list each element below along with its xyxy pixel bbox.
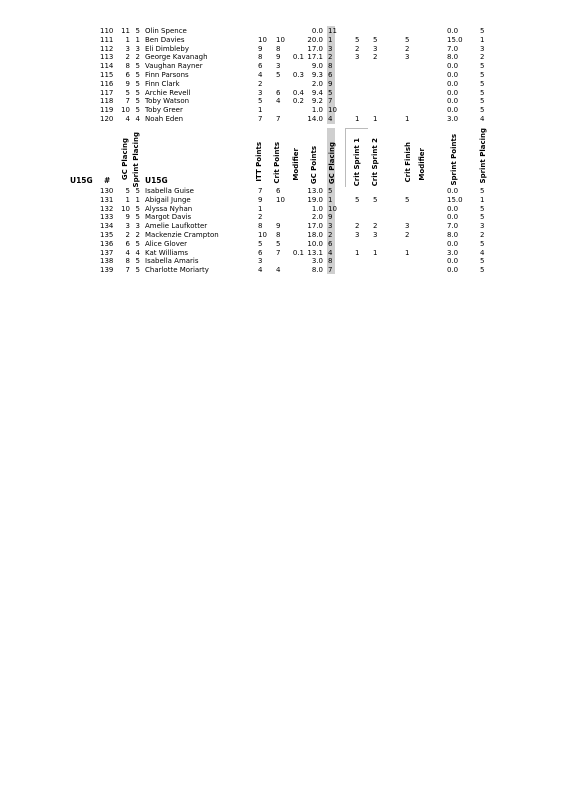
table-row: [0, 231, 566, 240]
sprint-points-cell: 0.0: [447, 97, 459, 106]
itt-points-cell: 2: [258, 79, 263, 88]
sprint-placing-result-cell: 5: [480, 27, 485, 35]
table-row: [0, 53, 566, 62]
gc-placing-cell: 5: [125, 88, 130, 97]
rider-name-cell: Alice Glover: [145, 239, 188, 248]
gc-placing-result-cell: 10: [328, 204, 337, 213]
itt-points-cell: 6: [258, 248, 263, 257]
gc-placing-cell: 1: [125, 35, 130, 44]
rider-number-cell: 137: [100, 248, 114, 257]
sprint-placing-result-cell: 3: [480, 222, 485, 231]
rider-number-cell: 111: [100, 35, 114, 44]
gc-placing-cell: 9: [125, 213, 130, 222]
rider-number-cell: 133: [100, 213, 114, 222]
itt-points-cell: 3: [258, 88, 263, 97]
sprint-placing-cell: 1: [135, 195, 140, 204]
rider-name-cell: Olin Spence: [145, 27, 187, 35]
rider-number-cell: 115: [100, 71, 114, 79]
gc-placing-result-cell: 7: [328, 97, 333, 106]
itt-points-cell: 1: [258, 204, 263, 213]
gc-points-cell: 3.0: [311, 257, 323, 266]
rider-number-cell: 119: [100, 106, 114, 115]
gc-placing-cell: 4: [125, 115, 130, 123]
modifier-cell: 0.3: [292, 71, 304, 79]
rider-name-cell: Abigail Junge: [145, 195, 191, 204]
itt-points-cell: 9: [258, 195, 263, 204]
crit-sprint-1-header: Crit Sprint 1: [353, 138, 361, 187]
table-row: [0, 89, 566, 98]
table-row: [0, 45, 566, 54]
sprint-placing-cell: 5: [135, 97, 140, 106]
gc-points-cell: 14.0: [307, 115, 323, 123]
table-row: [0, 80, 566, 89]
gc-placing-result-cell: 4: [328, 248, 333, 257]
sprint-placing-header-2: Sprint Placing: [479, 128, 487, 184]
table-row: [0, 71, 566, 80]
modifier-cell: 0.1: [292, 248, 304, 257]
table-row: [0, 213, 566, 222]
crit-points-cell: 5: [276, 71, 281, 79]
table-row: [0, 97, 566, 106]
crit-points-cell: 8: [276, 231, 281, 239]
itt-points-cell: 5: [258, 97, 263, 106]
sprint-points-cell: 3.0: [447, 248, 459, 257]
gc-points-cell: 18.0: [307, 231, 323, 239]
crit-sprint-1-cell: 1: [355, 248, 360, 257]
gc-placing-cell: 2: [125, 53, 130, 62]
crit-points-cell: 3: [276, 62, 281, 71]
rider-number-cell: 113: [100, 53, 114, 62]
rider-name-cell: Ben Davies: [145, 35, 185, 44]
sprint-points-cell: 7.0: [447, 222, 459, 231]
sprint-placing-cell: 5: [135, 213, 140, 222]
sprint-placing-cell: 5: [135, 239, 140, 248]
gc-points-cell: 20.0: [307, 35, 323, 44]
crit-sprint-1-cell: 2: [355, 222, 360, 231]
sprint-points-cell: 0.0: [447, 266, 459, 275]
sprint-points-cell: 3.0: [447, 115, 459, 123]
sprint-placing-result-cell: 5: [480, 106, 485, 115]
itt-points-cell: 8: [258, 53, 263, 62]
gc-placing-result-cell: 7: [328, 266, 333, 275]
crit-points-cell: 6: [276, 88, 281, 97]
gc-placing-result-cell: 6: [328, 71, 333, 79]
modifier-header-2: Modifier: [418, 148, 426, 181]
sprint-placing-result-cell: 2: [480, 231, 485, 239]
crit-sprint-2-cell: 1: [373, 115, 378, 123]
rider-name-cell: Alyssa Nyhan: [145, 204, 193, 213]
rider-number-cell: 136: [100, 239, 114, 248]
itt-points-cell: 2: [258, 213, 263, 222]
crit-finish-cell: 5: [405, 195, 410, 204]
sprint-placing-cell: 2: [135, 231, 140, 239]
crit-sprint-1-cell: 5: [355, 35, 360, 44]
sprint-points-cell: 8.0: [447, 231, 459, 239]
itt-points-cell: 3: [258, 257, 263, 266]
gc-points-cell: 8.0: [311, 266, 323, 275]
sprint-points-cell: 15.0: [447, 35, 463, 44]
rider-name-cell: Vaughan Rayner: [145, 62, 203, 71]
gc-placing-result-cell: 1: [328, 35, 333, 44]
gc-placing-header: GC Placing: [121, 138, 129, 181]
sprint-points-cell: 0.0: [447, 187, 459, 195]
gc-placing-result-cell: 10: [328, 106, 337, 115]
sprint-placing-cell: 4: [135, 115, 140, 123]
sprint-placing-cell: 3: [135, 44, 140, 53]
itt-points-cell: 7: [258, 115, 263, 123]
modifier-cell: 0.1: [292, 53, 304, 62]
crit-finish-cell: 1: [405, 115, 410, 123]
gc-placing-cell: 1: [125, 195, 130, 204]
sprint-placing-cell: 1: [135, 35, 140, 44]
gc-points-cell: 1.0: [311, 106, 323, 115]
table-row: [0, 249, 566, 258]
crit-points-cell: 4: [276, 97, 281, 106]
sprint-placing-result-cell: 5: [480, 257, 485, 266]
crit-points-cell: 6: [276, 187, 281, 195]
crit-sprint-2-cell: 2: [373, 222, 378, 231]
sprint-points-cell: 0.0: [447, 257, 459, 266]
rider-number-cell: 134: [100, 222, 114, 231]
table-row: [0, 196, 566, 205]
crit-sprint-1-cell: 3: [355, 53, 360, 62]
rider-name-cell: Finn Clark: [145, 79, 180, 88]
crit-points-cell: 9: [276, 222, 281, 231]
sprint-placing-cell: 5: [135, 79, 140, 88]
crit-points-cell: 7: [276, 248, 281, 257]
gc-points-cell: 1.0: [311, 204, 323, 213]
itt-points-cell: 8: [258, 222, 263, 231]
gc-placing-cell: 10: [121, 204, 130, 213]
sprint-points-cell: 0.0: [447, 71, 459, 79]
gc-placing-cell: 6: [125, 71, 130, 79]
rider-name-cell: Archie Revell: [145, 88, 191, 97]
crit-sprint-2-cell: 3: [373, 44, 378, 53]
gc-placing-result-cell: 8: [328, 257, 333, 266]
gc-points-cell: 10.0: [307, 239, 323, 248]
gc-placing-cell: 3: [125, 44, 130, 53]
crit-finish-cell: 3: [405, 222, 410, 231]
sprint-placing-result-cell: 3: [480, 44, 485, 53]
crit-finish-header: Crit Finish: [404, 142, 412, 183]
rider-number-cell: 118: [100, 97, 114, 106]
rider-number-cell: 139: [100, 266, 114, 275]
rider-number-cell: 138: [100, 257, 114, 266]
u15g-header: [0, 128, 566, 188]
gc-points-cell: 19.0: [307, 195, 323, 204]
gc-placing-result-cell: 5: [328, 88, 333, 97]
table-row: [0, 187, 566, 196]
gc-placing-result-cell: 11: [328, 27, 337, 35]
gc-points-cell: 13.1: [307, 248, 323, 257]
sprint-placing-cell: 3: [135, 222, 140, 231]
itt-points-cell: 1: [258, 106, 263, 115]
crit-finish-cell: 1: [405, 248, 410, 257]
rider-name-cell: Toby Greer: [145, 106, 183, 115]
table-row: [0, 240, 566, 249]
gc-points-cell: 9.3: [311, 71, 323, 79]
rider-name-cell: Toby Watson: [145, 97, 190, 106]
sprint-placing-result-cell: 5: [480, 62, 485, 71]
itt-points-cell: 4: [258, 71, 263, 79]
sprint-placing-result-cell: 1: [480, 35, 485, 44]
crit-finish-cell: 5: [405, 35, 410, 44]
crit-sprint-2-cell: 5: [373, 195, 378, 204]
table-row: [0, 257, 566, 266]
crit-sprint-2-cell: 5: [373, 35, 378, 44]
sprint-placing-cell: 5: [135, 88, 140, 97]
sprint-placing-result-cell: 5: [480, 97, 485, 106]
sprint-points-cell: 0.0: [447, 79, 459, 88]
gc-placing-result-cell: 3: [328, 222, 333, 231]
sprint-placing-cell: 5: [135, 257, 140, 266]
gc-points-cell: 2.0: [311, 79, 323, 88]
sprint-placing-cell: 5: [135, 187, 140, 195]
gc-placing-result-cell: 9: [328, 79, 333, 88]
gc-points-cell: 17.0: [307, 44, 323, 53]
rider-name-cell: Isabella Amaris: [145, 257, 199, 266]
sprint-placing-result-cell: 4: [480, 248, 485, 257]
crit-sprint-1-cell: 1: [355, 115, 360, 123]
gc-points-cell: 2.0: [311, 213, 323, 222]
gc-placing-cell: 3: [125, 222, 130, 231]
gc-placing-header-2: GC Placing: [328, 142, 336, 185]
sprint-points-cell: 0.0: [447, 106, 459, 115]
sprint-placing-cell: 5: [135, 106, 140, 115]
itt-points-cell: 10: [258, 35, 267, 44]
gc-placing-result-cell: 6: [328, 239, 333, 248]
number-header: #: [104, 176, 111, 185]
sprint-points-header: Sprint Points: [450, 134, 458, 186]
rider-name-cell: Noah Eden: [145, 115, 184, 123]
gc-placing-cell: 5: [125, 187, 130, 195]
crit-finish-cell: 2: [405, 44, 410, 53]
gc-points-cell: 9.2: [311, 97, 323, 106]
sprint-placing-result-cell: 5: [480, 266, 485, 275]
crit-sprint-2-cell: 1: [373, 248, 378, 257]
modifier-cell: 0.4: [292, 88, 304, 97]
itt-points-cell: 10: [258, 231, 267, 239]
crit-sprint-1-cell: 3: [355, 231, 360, 239]
rider-name-cell: Eli Dimbleby: [145, 44, 189, 53]
itt-points-cell: 4: [258, 266, 263, 275]
gc-placing-cell: 7: [125, 266, 130, 275]
sprint-placing-result-cell: 5: [480, 71, 485, 79]
rider-number-cell: 120: [100, 115, 114, 123]
crit-points-cell: 10: [276, 195, 285, 204]
table-row: [0, 106, 566, 115]
rider-number-cell: 117: [100, 88, 114, 97]
gc-placing-cell: 6: [125, 239, 130, 248]
gc-points-cell: 17.1: [307, 53, 323, 62]
sprint-points-cell: 0.0: [447, 204, 459, 213]
sprint-placing-result-cell: 5: [480, 204, 485, 213]
name-header: U15G: [145, 176, 168, 185]
gc-placing-result-cell: 4: [328, 115, 333, 123]
gc-placing-cell: 9: [125, 79, 130, 88]
rider-name-cell: Isabella Guise: [145, 187, 194, 195]
sprint-placing-result-cell: 5: [480, 88, 485, 97]
itt-points-cell: 7: [258, 187, 263, 195]
crit-points-cell: 5: [276, 239, 281, 248]
rider-name-cell: Amelie Laufkotter: [145, 222, 208, 231]
gc-placing-result-cell: 8: [328, 62, 333, 71]
rider-number-cell: 114: [100, 62, 114, 71]
crit-finish-cell: 3: [405, 53, 410, 62]
gc-placing-cell: 11: [121, 27, 130, 35]
rider-number-cell: 112: [100, 44, 114, 53]
crit-sprint-1-cell: 2: [355, 44, 360, 53]
gc-placing-result-cell: 9: [328, 213, 333, 222]
gc-placing-result-cell: 3: [328, 44, 333, 53]
itt-points-cell: 5: [258, 239, 263, 248]
crit-points-cell: 7: [276, 115, 281, 123]
crit-points-header: Crit Points: [273, 142, 281, 184]
sprint-placing-result-cell: 5: [480, 79, 485, 88]
modifier-cell: 0.2: [292, 97, 304, 106]
sprint-placing-cell: 5: [135, 266, 140, 275]
gc-placing-result-cell: 2: [328, 53, 333, 62]
crit-finish-cell: 2: [405, 231, 410, 239]
gc-points-cell: 0.0: [311, 27, 323, 35]
gc-points-cell: 9.0: [311, 62, 323, 71]
crit-points-cell: 10: [276, 35, 285, 44]
sprint-placing-result-cell: 1: [480, 195, 485, 204]
itt-points-cell: 9: [258, 44, 263, 53]
sprint-placing-result-cell: 4: [480, 115, 485, 123]
rider-number-cell: 130: [100, 187, 114, 195]
rider-number-cell: 135: [100, 231, 114, 239]
rider-name-cell: Kat Williams: [145, 248, 189, 257]
crit-sprint-2-header: Crit Sprint 2: [371, 138, 379, 187]
rider-name-cell: Margot Davis: [145, 213, 192, 222]
sprint-placing-cell: 5: [135, 27, 140, 35]
crit-sprint-2-cell: 2: [373, 53, 378, 62]
table-row: [0, 62, 566, 71]
sprint-points-cell: 15.0: [447, 195, 463, 204]
sprint-placing-result-cell: 2: [480, 53, 485, 62]
gc-placing-result-cell: 1: [328, 195, 333, 204]
rider-number-cell: 110: [100, 27, 114, 35]
rider-name-cell: Mackenzie Crampton: [145, 231, 219, 239]
sprint-points-cell: 7.0: [447, 44, 459, 53]
sprint-placing-cell: 2: [135, 53, 140, 62]
gc-points-header: GC Points: [310, 146, 318, 185]
table-row: [0, 27, 566, 36]
itt-points-cell: 6: [258, 62, 263, 71]
table-row: [0, 222, 566, 231]
gc-placing-cell: 2: [125, 231, 130, 239]
rider-name-cell: George Kavanagh: [145, 53, 208, 62]
itt-points-header: ITT Points: [255, 142, 263, 182]
sprint-placing-cell: 4: [135, 248, 140, 257]
rider-name-cell: Charlotte Moriarty: [145, 266, 209, 275]
gc-points-cell: 13.0: [307, 187, 323, 195]
category-label: U15G: [70, 176, 93, 185]
crit-points-cell: 8: [276, 44, 281, 53]
sprint-placing-cell: 5: [135, 71, 140, 79]
gc-placing-cell: 10: [121, 106, 130, 115]
crit-sprint-2-cell: 3: [373, 231, 378, 239]
rider-number-cell: 132: [100, 204, 114, 213]
sprint-placing-result-cell: 5: [480, 239, 485, 248]
crit-sprint-1-cell: 5: [355, 195, 360, 204]
sprint-placing-result-cell: 5: [480, 213, 485, 222]
gc-placing-result-cell: 2: [328, 231, 333, 239]
crit-points-cell: 9: [276, 53, 281, 62]
table-row: [0, 36, 566, 45]
table-row: [0, 266, 566, 275]
sprint-points-cell: 0.0: [447, 213, 459, 222]
gc-placing-result-cell: 5: [328, 187, 333, 195]
rider-number-cell: 131: [100, 195, 114, 204]
table-row: [0, 205, 566, 214]
rider-name-cell: Finn Parsons: [145, 71, 189, 79]
sprint-points-cell: 0.0: [447, 88, 459, 97]
gc-placing-cell: 8: [125, 62, 130, 71]
sprint-points-cell: 0.0: [447, 62, 459, 71]
table-row: [0, 115, 566, 124]
sprint-placing-cell: 5: [135, 62, 140, 71]
sprint-placing-header: Sprint Placing: [132, 132, 140, 188]
sprint-points-cell: 0.0: [447, 27, 459, 35]
sprint-points-cell: 0.0: [447, 239, 459, 248]
sprint-points-cell: 8.0: [447, 53, 459, 62]
gc-placing-cell: 8: [125, 257, 130, 266]
modifier-header: Modifier: [292, 148, 300, 181]
gc-points-cell: 17.0: [307, 222, 323, 231]
gc-points-cell: 9.4: [311, 88, 323, 97]
sprint-placing-cell: 5: [135, 204, 140, 213]
gc-placing-cell: 4: [125, 248, 130, 257]
sprint-placing-result-cell: 5: [480, 187, 485, 195]
gc-placing-cell: 7: [125, 97, 130, 106]
rider-number-cell: 116: [100, 79, 114, 88]
crit-points-cell: 4: [276, 266, 281, 275]
